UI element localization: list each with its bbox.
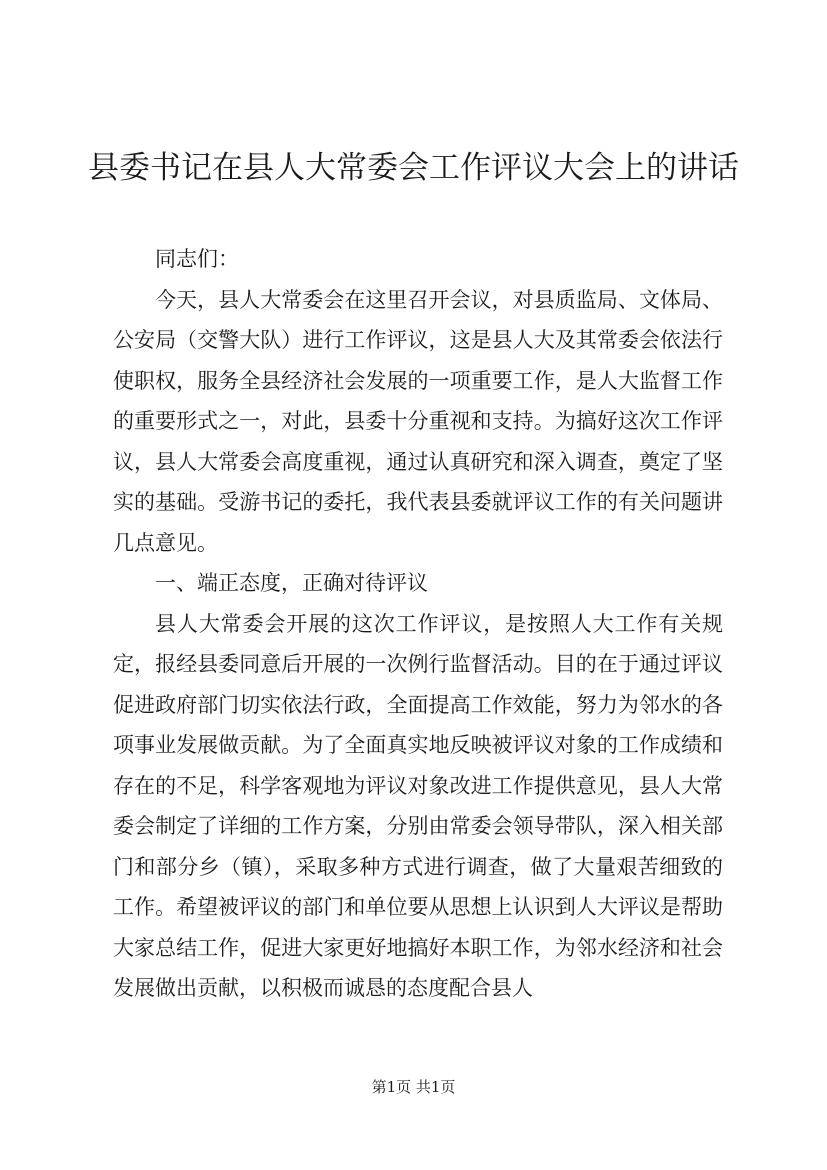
document-body (113, 239, 723, 1009)
paragraph-section-1: 县人大常委会开展的这次工作评议，是按照人大工作有关规定，报经县委同意后开展的一次例行监督活动。目的在于通过评议促进政府部门切实依法行政，全面提高工作效能，努力为邻水的各项事业发展做贡献。为了全面真实地反映被评议对象的工作成绩和存在的不足，科学客观地为评议对象改进工作提供意见，县人大常委会制定了详细的工作方案，分别由常委会领导带队，深入相关部门和部分乡（镇），采取多种方式进行调查，做了大量艰苦细致的工作。希望被评议的部门和单位要从思想上认识到人大评议是帮助大家总结工作，促进大家更好地搞好本职工作，为邻水经济和社会发展做出贡献，以积极而诚恳的态度配合县人 (113, 611, 723, 1000)
page-footer: 第1页 共1页 (371, 1078, 456, 1096)
paragraph-intro: 今天，县人大常委会在这里召开会议，对县质监局、文体局、公安局（交警大队）进行工作评议，这是县人大及其常委会依法行使职权，服务全县经济社会发展的一项重要工作，是人大监督工作的重要形式之一，对此，县委十分重视和支持。为搞好这次工作评议，县人大常委会高度重视，通过认真研究和深入调查，奠定了坚实的基础。受游书记的委托，我代表县委就评议工作的有关问题讲几点意见。 (113, 287, 723, 555)
section-heading-1: 一、端正态度，正确对待评议 (155, 571, 428, 595)
document-title: 县委书记在县人大常委会工作评议大会上的讲话 (88, 150, 739, 186)
salutation: 同志们： (155, 247, 239, 271)
